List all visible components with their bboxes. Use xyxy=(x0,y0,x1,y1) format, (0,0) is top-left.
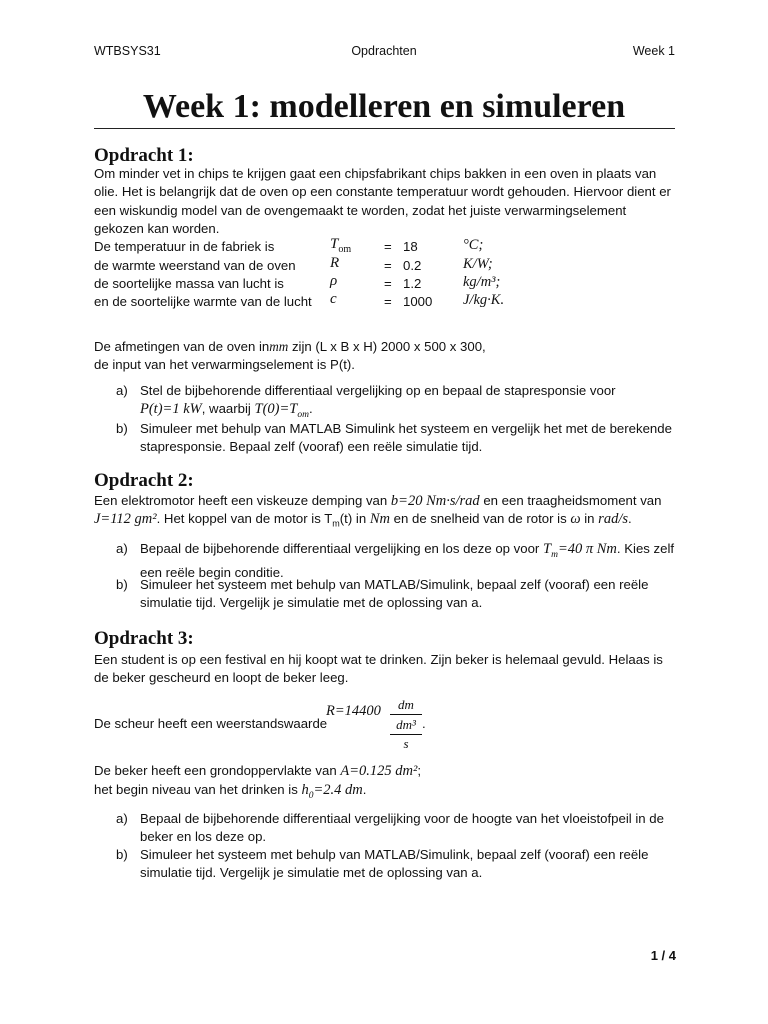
param-unit: K/W; xyxy=(463,256,493,272)
param-symbol: c xyxy=(330,291,337,307)
param-label: en de soortelijke warmte van de lucht xyxy=(94,294,312,309)
header-section: Opdrachten xyxy=(351,44,417,58)
opdracht1-heading: Opdracht 1: xyxy=(94,145,194,166)
resistance-line: De scheur heeft een weerstandswaarde R=14400 $\frac{dm}{\text{dm³}}$ s . xyxy=(94,696,679,754)
list-item xyxy=(116,420,676,460)
param-unit: kg/m³; xyxy=(463,274,501,290)
list-text: Simuleer het systeem met behulp van MATLAB/Simulink, bepaal zelf (vooraf) een reële simulatie tijd. Vergelijk je simulatie met de oplossing van a. xyxy=(140,847,649,881)
param-symbol: R xyxy=(330,255,340,271)
param-equals: = xyxy=(384,276,392,291)
cup-area: De beker heeft een grondoppervlakte van A=0.125 dm²; xyxy=(94,763,421,779)
header-week: Week 1 xyxy=(632,44,675,58)
param-unit: °C; xyxy=(463,237,484,253)
list-label: a) xyxy=(116,541,128,556)
list-text: Simuleer met behulp van MATLAB Simulink het systeem en vergelijk het met de berekende stapresponsie. Bepaal zelf (vooraf) een reële simulatie tijd. xyxy=(140,421,672,455)
list-item xyxy=(116,382,676,422)
list-text: Simuleer het systeem met behulp van MATLAB/Simulink, bepaal zelf (vooraf) een reële simulatie tijd. Vergelijk je simulatie met de oplossing van a. xyxy=(140,577,649,611)
oven-dimensions: De afmetingen van de oven inmm zijn (L x B x H) 2000 x 500 x 300, xyxy=(94,339,486,354)
list-item xyxy=(116,576,676,616)
opdracht1-intro: Om minder vet in chips te krijgen gaat een chipsfabrikant chips bakken in een oven in plaats van olie. Het is belangrijk dat de oven op een constante temperatuur wordt gehouden. Hiervoor dient er een wiskundig model van de ovengemaakt te worden, zodat het juiste verwarmingselement gekozen kan worden. xyxy=(94,166,671,236)
heater-input: de input van het verwarmingselement is P(t). xyxy=(94,357,355,372)
list-text: Bepaal de bijbehorende differentiaal vergelijking voor de hoogte van het vloeistofpeil in de beker en los deze op. xyxy=(140,811,664,845)
page-title: Week 1: modelleren en simuleren xyxy=(142,88,626,125)
list-text: Bepaal de bijbehorende differentiaal vergelijking en los deze op voor $T_m=40$ π Nm. Kies zelf een reële begin conditie. xyxy=(140,541,675,581)
opdracht2-heading: Opdracht 2: xyxy=(94,470,194,491)
param-symbol: ρ xyxy=(330,273,338,289)
param-equals: = xyxy=(384,239,392,254)
list-label: b) xyxy=(116,847,128,862)
param-equals: = xyxy=(384,258,392,273)
list-label: b) xyxy=(116,421,128,436)
list-item xyxy=(116,846,676,886)
list-label: a) xyxy=(116,811,128,826)
param-value: 18 xyxy=(403,239,418,254)
param-value: 1000 xyxy=(403,294,433,309)
param-value: 0.2 xyxy=(403,258,422,273)
param-label: De temperatuur in de fabriek is xyxy=(94,239,275,254)
initial-level: het begin niveau van het drinken is $h_0=2.4$ dm. xyxy=(94,782,367,801)
opdracht3-heading: Opdracht 3: xyxy=(94,628,194,649)
opdracht3-intro: Een student is op een festival en hij koopt wat te drinken. Zijn beker is helemaal gevuld. Helaas is de beker gescheurd en loopt de beker leeg. xyxy=(94,652,663,686)
title-underline xyxy=(94,128,675,129)
opdracht2-intro: Een elektromotor heeft een viskeuze demping van b=20 Nm·s/rad en een traagheidsmoment van J=112 gm². Het koppel van de motor is $T_m(t)$ in Nm en de snelheid van de rotor is ω in rad/s. xyxy=(94,493,662,529)
header-course-code: WTBSYS31 xyxy=(94,44,161,58)
param-symbol: $T_{om}$ xyxy=(330,236,352,255)
resistance-fraction: $\frac{dm}{\text{dm³}}$ xyxy=(390,696,422,735)
list-label: b) xyxy=(116,577,128,592)
page-number: 1 / 4 xyxy=(650,948,676,963)
param-unit: J/kg·K. xyxy=(463,292,505,308)
param-value: 1.2 xyxy=(403,276,422,291)
list-text: Stel de bijbehorende differentiaal vergelijking op en bepaal de stapresponsie voor P(t)=1 kW, waarbij $T(0)=T_{om}$. xyxy=(140,383,616,421)
list-item xyxy=(116,810,676,850)
param-equals: = xyxy=(384,294,392,309)
param-label: de soortelijke massa van lucht is xyxy=(94,276,284,291)
param-label: de warmte weerstand van de oven xyxy=(94,258,296,273)
list-label: a) xyxy=(116,383,128,398)
list-item xyxy=(116,540,676,580)
